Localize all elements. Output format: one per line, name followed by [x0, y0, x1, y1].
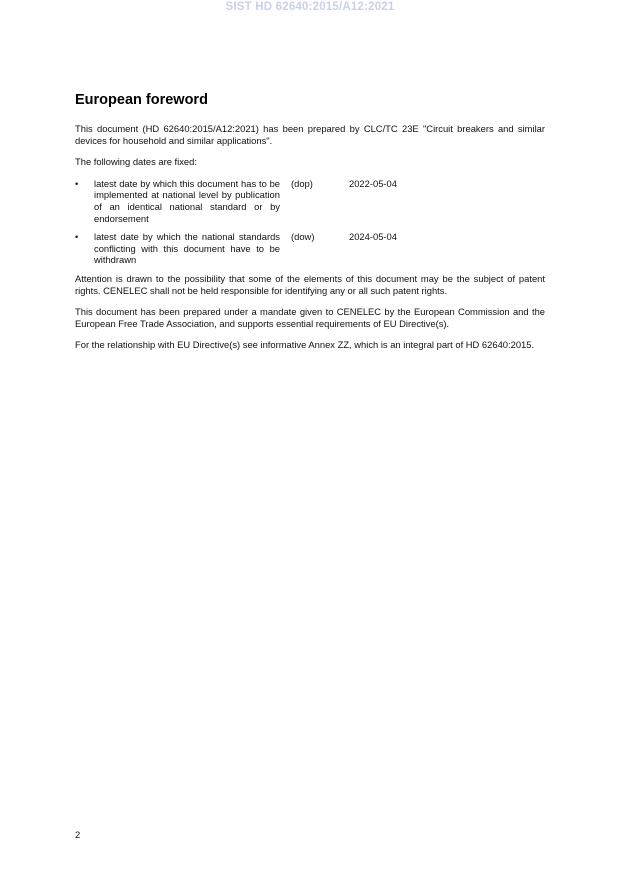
date-description: latest date by which this document has to be implemented at national level by publication of an identical national standard or by endorsement: [94, 177, 280, 224]
fixed-dates-list: [75, 178, 545, 266]
date-description: latest date by which the national standards conflicting with this document have to be withdrawn: [94, 231, 280, 266]
page-title: European foreword: [75, 92, 208, 108]
bullet-icon: •: [75, 177, 79, 189]
patents-paragraph: Attention is drawn to the possibility that some of the elements of this document may be the subject of patent rights. CENELEC shall not be held responsible for identifying any or all such patent rights.: [75, 272, 545, 296]
date-list-item-dow: [75, 231, 545, 266]
annex-paragraph: For the relationship with EU Directive(s) see informative Annex ZZ, which is an integral part of HD 62640:2015.: [75, 339, 535, 351]
date-value: 2024-05-04: [349, 231, 397, 243]
dates-intro-paragraph: The following dates are fixed:: [75, 156, 197, 168]
intro-paragraph: This document (HD 62640:2015/A12:2021) has been prepared by CLC/TC 23E "Circuit breakers and similar devices for household and similar applications".: [75, 123, 545, 146]
mandate-paragraph: This document has been prepared under a mandate given to CENELEC by the European Commission and the European Free Trade Association, and supports essential requirements of EU Directive(s).: [75, 306, 545, 329]
date-list-item-dop: [75, 178, 545, 224]
bullet-icon: •: [75, 231, 79, 243]
date-value: 2022-05-04: [349, 177, 397, 189]
foreword-content: [75, 91, 545, 361]
date-code: (dow): [291, 231, 315, 243]
document-watermark: SIST HD 62640:2015/A12:2021: [225, 1, 395, 13]
page-number: 2: [75, 829, 81, 840]
date-code: (dop): [291, 177, 313, 189]
